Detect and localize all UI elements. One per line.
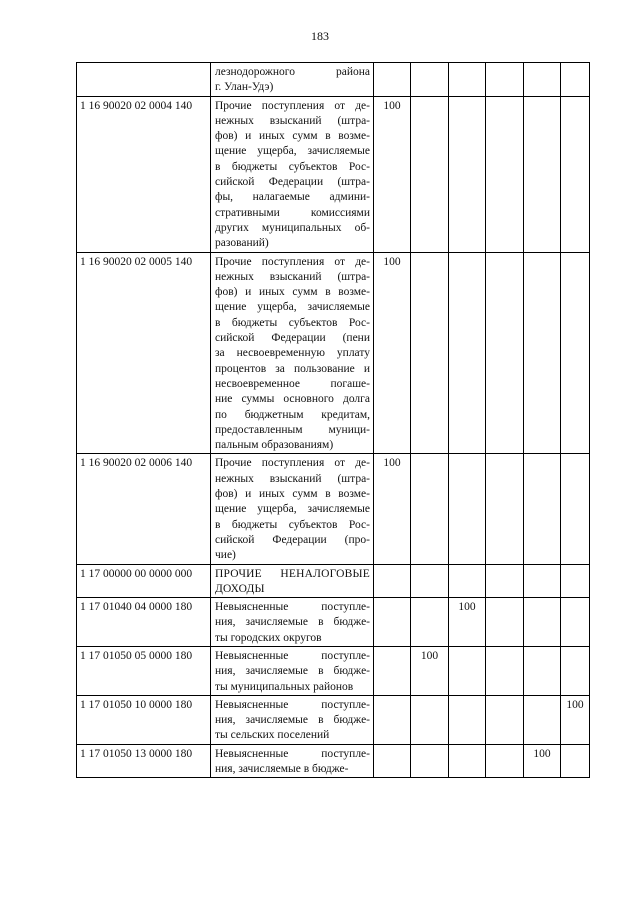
percent-share-cell: [411, 744, 449, 778]
percent-share-cell: [486, 598, 524, 647]
percent-share-cell: [486, 252, 524, 454]
revenue-name-line: лезнодорожного района: [215, 66, 370, 78]
revenue-name-line: нежных взысканий (штра-: [215, 472, 370, 485]
revenue-name-line: разований): [215, 237, 269, 250]
revenue-name-line: ния, зачисляемые в бюдже-: [215, 665, 370, 678]
revenue-name-line: Невыясненные поступле-: [215, 747, 370, 760]
percent-share-cell: [449, 646, 486, 695]
revenue-name-line: фов) и иных сумм в возме-: [215, 488, 370, 501]
percent-share-cell: [486, 564, 524, 598]
revenue-name-cell: [211, 63, 374, 97]
revenue-name-line: пальным образованиям): [215, 439, 334, 452]
percent-share-cell: [524, 454, 561, 564]
revenue-name-cell: [211, 564, 374, 598]
percent-share-cell: [449, 454, 486, 564]
table-body: [77, 63, 590, 778]
revenue-code-cell: 1 17 01050 05 0000 180: [77, 646, 211, 695]
revenue-name-cell: [211, 454, 374, 564]
revenue-name-line: в бюджеты субъектов Рос-: [215, 316, 370, 329]
percent-share-cell: [561, 646, 590, 695]
revenue-name-line: в бюджеты субъектов Рос-: [215, 160, 370, 173]
revenue-code-cell: 1 17 01050 10 0000 180: [77, 695, 211, 744]
percent-share-cell: [561, 96, 590, 252]
percent-share-cell: [411, 564, 449, 598]
revenue-name-line: других муниципальных об-: [215, 221, 370, 234]
table-row: [77, 744, 590, 778]
revenue-name-line: нежных взысканий (штра-: [215, 114, 370, 127]
percent-share-cell: [411, 252, 449, 454]
percent-share-cell: [561, 252, 590, 454]
revenue-name-cell: [211, 598, 374, 647]
percent-share-cell: [486, 744, 524, 778]
revenue-name-line: Невыясненные поступле-: [215, 649, 370, 662]
percent-share-cell: [449, 252, 486, 454]
percent-share-cell: [524, 564, 561, 598]
revenue-name-line: ние суммы основного долга: [215, 393, 370, 406]
revenue-code-cell: 1 17 01040 04 0000 180: [77, 598, 211, 647]
percent-share-cell: [411, 96, 449, 252]
percent-share-cell: [561, 564, 590, 598]
revenue-name-line: чие): [215, 549, 236, 562]
percent-share-cell: [449, 695, 486, 744]
revenue-name-line: ния, зачисляемые в бюдже-: [215, 763, 349, 776]
percent-share-cell: [449, 63, 486, 97]
revenue-name-line: по бюджетным кредитам,: [215, 408, 370, 421]
percent-share-cell: [486, 646, 524, 695]
percent-share-cell: 100: [374, 96, 411, 252]
revenue-name-line: Прочие поступления от де-: [215, 457, 370, 470]
percent-share-cell: [524, 695, 561, 744]
percent-share-cell: [374, 695, 411, 744]
revenue-name-line: ПРОЧИЕ НЕНАЛОГОВЫЕ: [215, 567, 370, 580]
revenue-name-line: щение ущерба, зачисляемые: [215, 145, 370, 158]
revenue-code-cell: 1 17 00000 00 0000 000: [77, 564, 211, 598]
revenue-name-line: фов) и иных сумм в возме-: [215, 130, 370, 143]
percent-share-cell: [374, 744, 411, 778]
percent-share-cell: [524, 598, 561, 647]
revenue-code-cell: 1 16 90020 02 0005 140: [77, 252, 211, 454]
revenue-name-line: Невыясненные поступле-: [215, 601, 370, 614]
revenue-name-line: щение ущерба, зачисляемые: [215, 301, 370, 314]
revenue-name-line: щение ущерба, зачисляемые: [215, 503, 370, 516]
revenue-name-line: процентов за пользование и: [215, 362, 370, 375]
table-row: [77, 63, 590, 97]
percent-share-cell: [449, 96, 486, 252]
percent-share-cell: [561, 454, 590, 564]
revenue-name-line: г. Улан-Удэ): [215, 81, 274, 94]
percent-share-cell: [374, 63, 411, 97]
revenue-name-cell: [211, 744, 374, 778]
percent-share-cell: [524, 646, 561, 695]
revenue-name-line: Прочие поступления от де-: [215, 255, 370, 268]
percent-share-cell: [374, 564, 411, 598]
revenue-name-line: стративными комиссиями: [215, 206, 370, 219]
revenue-name-line: ты муниципальных районов: [215, 680, 354, 693]
revenue-code-cell: [77, 63, 211, 97]
table-row: [77, 695, 590, 744]
revenue-code-cell: 1 16 90020 02 0004 140: [77, 96, 211, 252]
revenue-name-line: сийской Федерации (пени: [215, 332, 370, 345]
table-row: [77, 96, 590, 252]
percent-share-cell: [524, 63, 561, 97]
percent-share-cell: 100: [524, 744, 561, 778]
percent-share-cell: [411, 454, 449, 564]
revenue-name-line: ния, зачисляемые в бюдже-: [215, 714, 370, 727]
table-row: [77, 252, 590, 454]
revenue-name-cell: [211, 252, 374, 454]
revenue-name-cell: [211, 695, 374, 744]
percent-share-cell: [561, 598, 590, 647]
revenue-name-line: за несвоевременную уплату: [215, 347, 370, 360]
percent-share-cell: [449, 564, 486, 598]
percent-share-cell: 100: [374, 454, 411, 564]
percent-share-cell: [374, 598, 411, 647]
percent-share-cell: 100: [411, 646, 449, 695]
percent-share-cell: [411, 63, 449, 97]
percent-share-cell: [486, 695, 524, 744]
percent-share-cell: [411, 695, 449, 744]
percent-share-cell: [524, 96, 561, 252]
budget-revenue-table: [76, 62, 590, 778]
revenue-name-line: несвоевременное погаше-: [215, 377, 370, 390]
revenue-name-line: предоставленным муници-: [215, 423, 370, 436]
percent-share-cell: [524, 252, 561, 454]
percent-share-cell: [486, 454, 524, 564]
revenue-code-cell: 1 16 90020 02 0006 140: [77, 454, 211, 564]
table-row: [77, 454, 590, 564]
percent-share-cell: 100: [449, 598, 486, 647]
percent-share-cell: [486, 63, 524, 97]
percent-share-cell: [561, 744, 590, 778]
table-row: [77, 598, 590, 647]
revenue-name-cell: [211, 646, 374, 695]
percent-share-cell: 100: [374, 252, 411, 454]
revenue-code-cell: 1 17 01050 13 0000 180: [77, 744, 211, 778]
revenue-name-line: ты городских округов: [215, 631, 322, 644]
revenue-name-line: сийской Федерации (про-: [215, 533, 370, 546]
revenue-name-line: сийской Федерации (штра-: [215, 176, 370, 189]
revenue-name-line: ДОХОДЫ: [215, 582, 265, 595]
revenue-name-line: ния, зачисляемые в бюдже-: [215, 616, 370, 629]
percent-share-cell: [449, 744, 486, 778]
percent-share-cell: [561, 63, 590, 97]
revenue-name-line: в бюджеты субъектов Рос-: [215, 518, 370, 531]
table-row: [77, 646, 590, 695]
revenue-name-cell: [211, 96, 374, 252]
revenue-name-line: ты сельских поселений: [215, 729, 330, 742]
revenue-name-line: нежных взысканий (штра-: [215, 270, 370, 283]
revenue-name-line: Невыясненные поступле-: [215, 698, 370, 711]
page-number: 183: [311, 29, 329, 43]
percent-share-cell: [486, 96, 524, 252]
percent-share-cell: 100: [561, 695, 590, 744]
revenue-name-line: Прочие поступления от де-: [215, 99, 370, 112]
table-row: [77, 564, 590, 598]
percent-share-cell: [411, 598, 449, 647]
percent-share-cell: [374, 646, 411, 695]
revenue-name-line: фы, налагаемые админи-: [215, 191, 370, 204]
revenue-name-line: фов) и иных сумм в возме-: [215, 286, 370, 299]
